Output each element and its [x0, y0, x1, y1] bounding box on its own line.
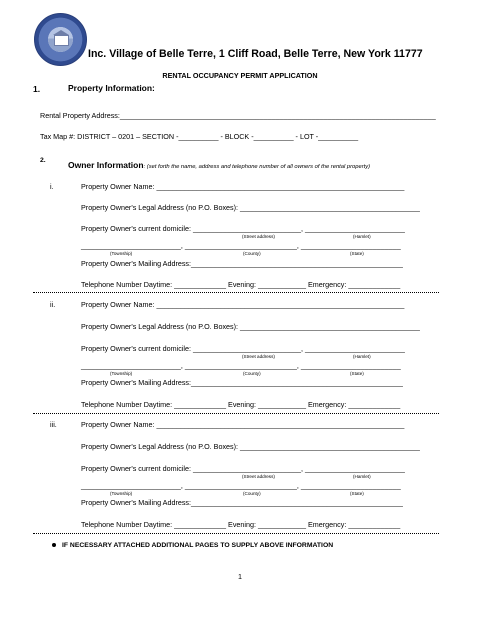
owner-mailing-field[interactable]: Property Owner's Mailing Address:_____________________________________________________ — [81, 378, 403, 387]
owner-name-field[interactable]: Property Owner Name: ______________________________________________________________ — [81, 420, 405, 429]
owner-legal-address-field[interactable]: Property Owner's Legal Address (no P.O. Boxes): _____________________________________________ — [81, 203, 420, 212]
section1-title: Property Information: — [68, 83, 155, 93]
owner-roman: iii. — [50, 420, 57, 429]
owner-legal-address-field[interactable]: Property Owner's Legal Address (no P.O. Boxes): _____________________________________________ — [81, 442, 420, 451]
footer-note-text: IF NECESSARY ATTACHED ADDITIONAL PAGES TO SUPPLY ABOVE INFORMATION — [62, 542, 334, 549]
section2-heading — [68, 155, 370, 173]
label-hamlet: (Hamlet) — [353, 474, 371, 479]
owner-phone-field[interactable]: Telephone Number Daytime: _____________ Evening: ____________ Emergency: _____________ — [81, 520, 401, 529]
owner-name-field[interactable]: Property Owner Name: ______________________________________________________________ — [81, 300, 405, 309]
section2-title: Owner Information — [68, 160, 144, 170]
village-seal-icon — [34, 13, 87, 66]
label-township: (Township) — [110, 491, 133, 496]
label-hamlet: (Hamlet) — [353, 354, 371, 359]
label-street-address: (Street address) — [242, 354, 275, 359]
owner-locality-field[interactable]: _________________________, ____________________________, _________________________ — [81, 481, 401, 490]
owner-legal-address-field[interactable]: Property Owner's Legal Address (no P.O. Boxes): _____________________________________________ — [81, 322, 420, 331]
owner-mailing-field[interactable]: Property Owner's Mailing Address:_____________________________________________________ — [81, 259, 403, 268]
label-county: (County) — [243, 491, 261, 496]
rental-address-field[interactable]: Rental Property Address:_______________________________________________________________________________ — [40, 111, 436, 120]
label-county: (County) — [243, 371, 261, 376]
label-county: (County) — [243, 251, 261, 256]
label-street-address: (Street address) — [242, 474, 275, 479]
owner-name-field[interactable]: Property Owner Name: ______________________________________________________________ — [81, 182, 405, 191]
label-state: (State) — [350, 491, 364, 496]
divider — [33, 533, 439, 534]
seal-center — [48, 27, 73, 52]
section2-number: 2. — [40, 157, 46, 164]
label-township: (Township) — [110, 251, 133, 256]
divider — [33, 292, 439, 293]
owner-locality-field[interactable]: _________________________, ____________________________, _________________________ — [81, 361, 401, 370]
label-state: (State) — [350, 251, 364, 256]
seal-house — [54, 35, 69, 46]
owner-mailing-field[interactable]: Property Owner's Mailing Address:_____________________________________________________ — [81, 498, 403, 507]
tax-map-field[interactable]: Tax Map #: DISTRICT – 0201 – SECTION -__________ - BLOCK -__________ - LOT -__________ — [40, 132, 359, 141]
section1-number: 1. — [33, 84, 41, 94]
owner-domicile-field[interactable]: Property Owner's current domicile: ___________________________, _________________________ — [81, 344, 405, 353]
label-township: (Township) — [110, 371, 133, 376]
additional-pages-note — [52, 542, 333, 550]
owner-roman: i. — [50, 182, 54, 191]
form-title: RENTAL OCCUPANCY PERMIT APPLICATION — [162, 71, 318, 80]
bullet-icon — [52, 543, 56, 547]
owner-phone-field[interactable]: Telephone Number Daytime: _____________ Evening: ____________ Emergency: _____________ — [81, 280, 401, 289]
page-number: 1 — [238, 572, 242, 581]
owner-locality-field[interactable]: _________________________, ____________________________, _________________________ — [81, 241, 401, 250]
section2-note: : (set forth the name, address and telephone number of all owners of the rental property) — [143, 164, 371, 170]
owner-domicile-field[interactable]: Property Owner's current domicile: ___________________________, _________________________ — [81, 224, 405, 233]
village-address: Inc. Village of Belle Terre, 1 Cliff Road, Belle Terre, New York 11777 — [88, 48, 423, 60]
owner-phone-field[interactable]: Telephone Number Daytime: _____________ Evening: ____________ Emergency: _____________ — [81, 400, 401, 409]
label-hamlet: (Hamlet) — [353, 234, 371, 239]
owner-roman: ii. — [50, 300, 56, 309]
owner-domicile-field[interactable]: Property Owner's current domicile: ___________________________, _________________________ — [81, 464, 405, 473]
label-state: (State) — [350, 371, 364, 376]
label-street-address: (Street address) — [242, 234, 275, 239]
divider — [33, 413, 439, 414]
